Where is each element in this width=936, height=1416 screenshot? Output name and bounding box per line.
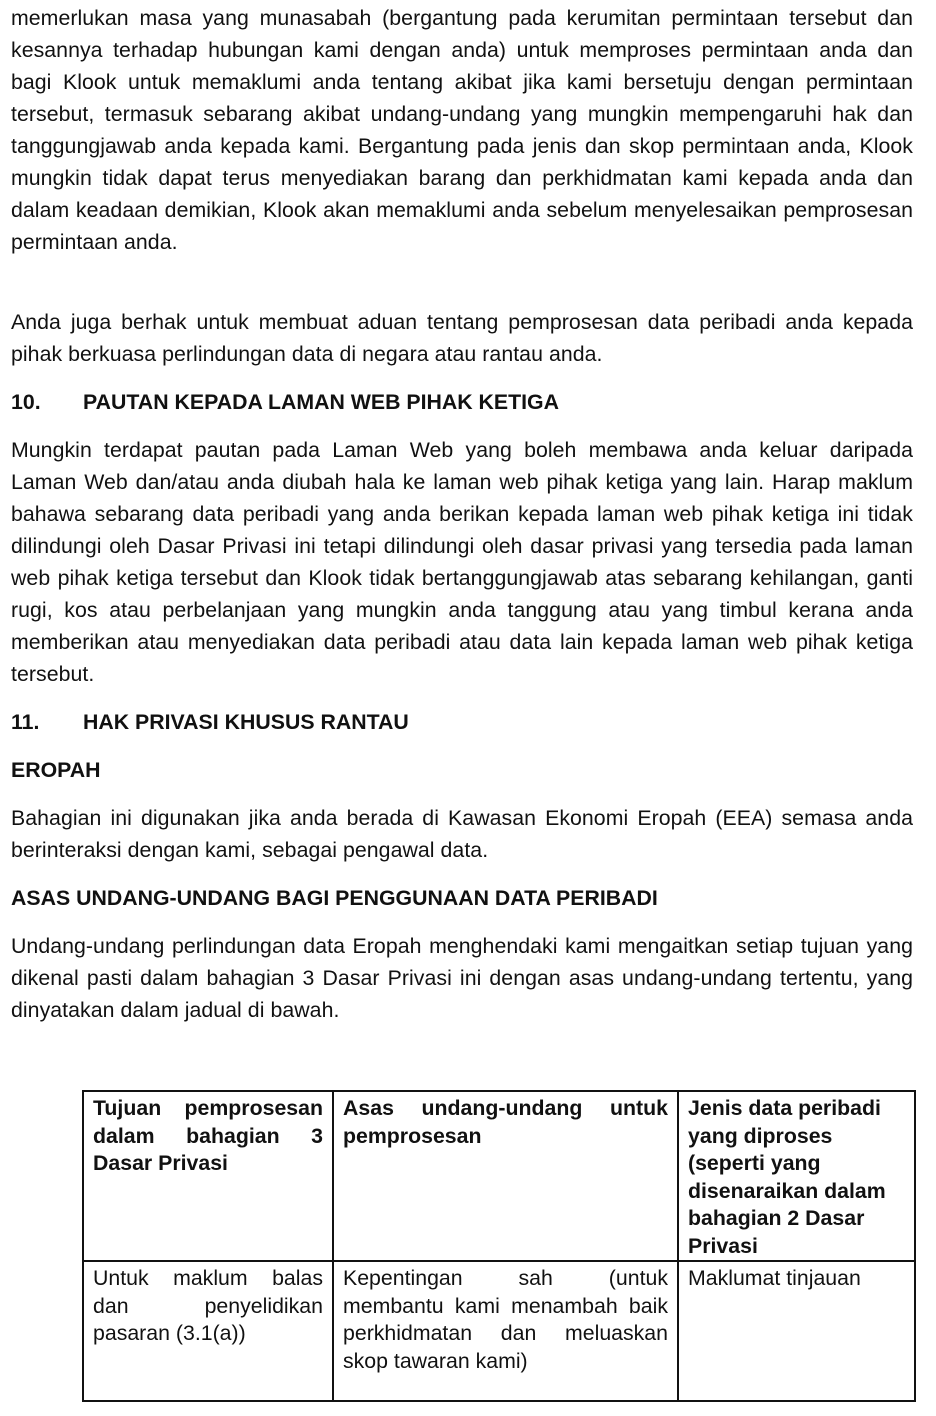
section-10-title: PAUTAN KEPADA LAMAN WEB PIHAK KETIGA: [83, 390, 560, 414]
paragraph-third-party-links: Mungkin terdapat pautan pada Laman Web yang boleh membawa anda keluar daripada Laman Web dan/atau anda diubah hala ke laman web pihak ketiga yang lain. Harap maklum bahawa sebarang data peribadi yang anda berikan kepada laman web pihak ketiga ini tidak dilindungi oleh Dasar Privasi ini tetapi dilindungi oleh dasar privasi yang tersedia pada laman web pihak ketiga tersebut dan Klook tidak bertanggungjawab atas sebarang kehilangan, ganti rugi, kos atau perbelanjaan yang mungkin anda tanggung atau yang timbul kerana anda memberikan atau menyediakan data peribadi atau data lain kepada laman web pihak ketiga tersebut.: [11, 438, 913, 686]
table-header-row: [83, 1091, 915, 1261]
legal-basis-table: [82, 1090, 916, 1402]
table-header-purpose: Tujuan pemprosesan dalam bahagian 3 Dasar Privasi: [83, 1091, 333, 1261]
section-10-number: 10.: [11, 390, 41, 414]
legal-basis-heading: ASAS UNDANG-UNDANG BAGI PENGGUNAAN DATA PERIBADI: [11, 886, 658, 910]
section-10-heading: [11, 386, 559, 418]
paragraph-legal-basis-intro: Undang-undang perlindungan data Eropah menghendaki kami mengaitkan setiap tujuan yang dikenal pasti dalam bahagian 3 Dasar Privasi ini dengan asas undang-undang tertentu, yang dinyatakan dalam jadual di bawah.: [11, 934, 913, 1022]
paragraph-eea-scope: Bahagian ini digunakan jika anda berada di Kawasan Ekonomi Eropah (EEA) semasa anda berinteraksi dengan kami, sebagai pengawal data.: [11, 806, 913, 862]
table-row: [83, 1261, 915, 1401]
paragraph-request-processing: memerlukan masa yang munasabah (bergantung pada kerumitan permintaan tersebut dan kesannya terhadap hubungan kami dengan anda) untuk memproses permintaan anda dan bagi Klook untuk memaklumi anda tentang akibat jika kami bersetuju dengan permintaan tersebut, termasuk sebarang akibat undang-undang yang mungkin mempengaruhi hak dan tanggungjawab anda kepada kami. Bergantung pada jenis dan skop permintaan anda, Klook mungkin tidak dapat terus menyediakan barang dan perkhidmatan kami kepada anda dan dalam keadaan demikian, Klook akan memaklumi anda sebelum menyelesaikan pemprosesan permintaan anda.: [11, 6, 913, 254]
paragraph-complaint-right: Anda juga berhak untuk membuat aduan tentang pemprosesan data peribadi anda kepada pihak berkuasa perlindungan data di negara atau rantau anda.: [11, 310, 913, 366]
table-cell-legal-basis: Kepentingan sah (untuk membantu kami menambah baik perkhidmatan dan meluaskan skop tawaran kami): [333, 1261, 678, 1401]
eropah-heading: EROPAH: [11, 758, 101, 782]
section-11-number: 11.: [11, 710, 40, 734]
table-cell-data-types: Maklumat tinjauan: [678, 1261, 915, 1401]
table-cell-purpose: Untuk maklum balas dan penyelidikan pasaran (3.1(a)): [83, 1261, 333, 1401]
section-11-heading: [11, 706, 409, 738]
section-11-title: HAK PRIVASI KHUSUS RANTAU: [83, 710, 409, 734]
table-header-legal-basis: Asas undang-undang untuk pemprosesan: [333, 1091, 678, 1261]
table-header-data-types: Jenis data peribadi yang diproses (seperti yang disenaraikan dalam bahagian 2 Dasar Privasi: [678, 1091, 915, 1261]
